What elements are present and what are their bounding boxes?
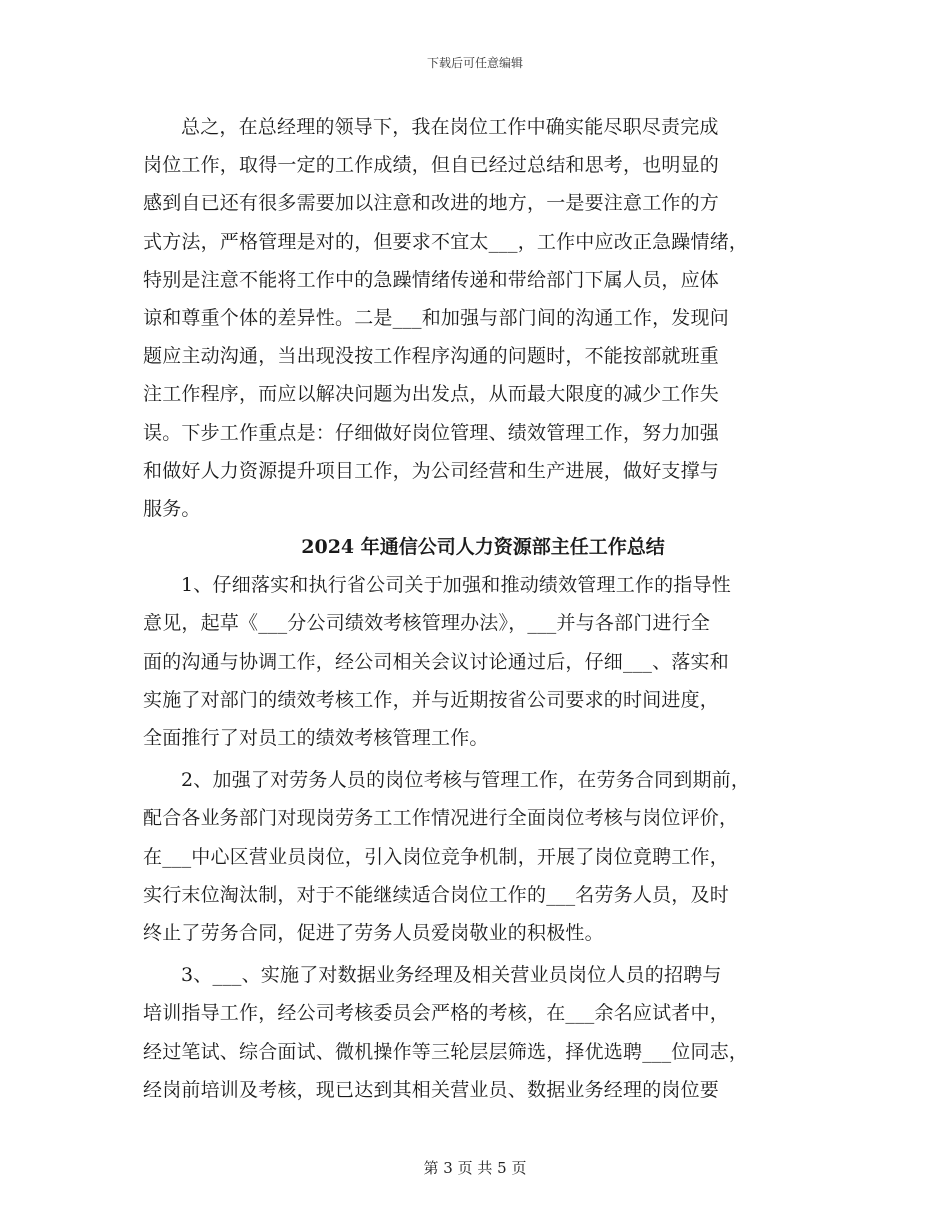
page-footer: 第 3 页 共 5 页 <box>423 1159 527 1177</box>
paragraph-1 <box>143 566 823 757</box>
text-line: 谅和尊重个体的差异性。二是___和加强与部门间的沟通工作，发现问 <box>143 306 729 329</box>
text-line: 终止了劳务合同，促进了劳务人员爱岗敬业的积极性。 <box>143 921 604 944</box>
text-line: 培训指导工作，经公司考核委员会严格的考核，在___余名应试者中， <box>143 1002 729 1025</box>
text-line: 意见，起草《___分公司绩效考核管理办法》，___并与各部门进行全 <box>143 612 711 635</box>
text-line: 岗位工作，取得一定的工作成绩，但自已经过总结和思考，也明显的 <box>143 154 720 177</box>
document-body <box>143 108 823 1109</box>
paragraph-3 <box>143 956 823 1109</box>
text-line: 经过笔试、综合面试、微机操作等三轮层层筛选，择优选聘___位同志， <box>143 1040 749 1063</box>
text-line: 感到自已还有很多需要加以注意和改进的地方，一是要注意工作的方 <box>143 192 720 215</box>
paragraph-2 <box>143 761 823 952</box>
text-line: 注工作程序，而应以解决问题为出发点，从而最大限度的减少工作失 <box>143 383 720 406</box>
text-line: 总之，在总经理的领导下，我在岗位工作中确实能尽职尽责完成 <box>181 116 719 138</box>
text-line: 误。下步工作重点是：仔细做好岗位管理、绩效管理工作，努力加强 <box>143 421 720 444</box>
text-line: 实行末位淘汰制，对于不能继续适合岗位工作的___名劳务人员，及时 <box>143 883 729 906</box>
text-line: 全面推行了对员工的绩效考核管理工作。 <box>143 727 489 749</box>
text-line: 面的沟通与协调工作，经公司相关会议讨论通过后，仔细___、落实和 <box>143 650 729 673</box>
text-line: 和做好人力资源提升项目工作，为公司经营和生产进展，做好支撑与 <box>143 459 720 482</box>
text-line: 实施了对部门的绩效考核工作，并与近期按省公司要求的时间进度， <box>143 688 720 711</box>
closing-paragraph <box>143 108 823 528</box>
text-line: 配合各业务部门对现岗劳务工工作情况进行全面岗位考核与岗位评价， <box>143 807 739 830</box>
text-line: 1、仔细落实和执行省公司关于加强和推动绩效管理工作的指导性 <box>181 574 731 597</box>
text-line: 题应主动沟通，当出现没按工作程序沟通的问题时，不能按部就班重 <box>143 345 720 368</box>
text-line: 服务。 <box>143 497 201 520</box>
text-line: 经岗前培训及考核，现已达到其相关营业员、数据业务经理的岗位要 <box>143 1078 720 1101</box>
page-header: 下载后可任意编辑 <box>426 56 523 70</box>
section-title: 2024 年通信公司人力资源部主任工作总结 <box>301 536 665 559</box>
text-line: 2、加强了对劳务人员的岗位考核与管理工作，在劳务合同到期前， <box>181 769 751 792</box>
text-line: 3、___、实施了对数据业务经理及相关营业员岗位人员的招聘与 <box>181 964 722 987</box>
text-line: 特别是注意不能将工作中的急躁情绪传递和带给部门下属人员，应体 <box>143 268 720 291</box>
text-line: 式方法，严格管理是对的，但要求不宜太___，工作中应改正急躁情绪， <box>143 230 749 253</box>
text-line: 在___中心区营业员岗位，引入岗位竞争机制，开展了岗位竟聘工作， <box>143 845 729 868</box>
